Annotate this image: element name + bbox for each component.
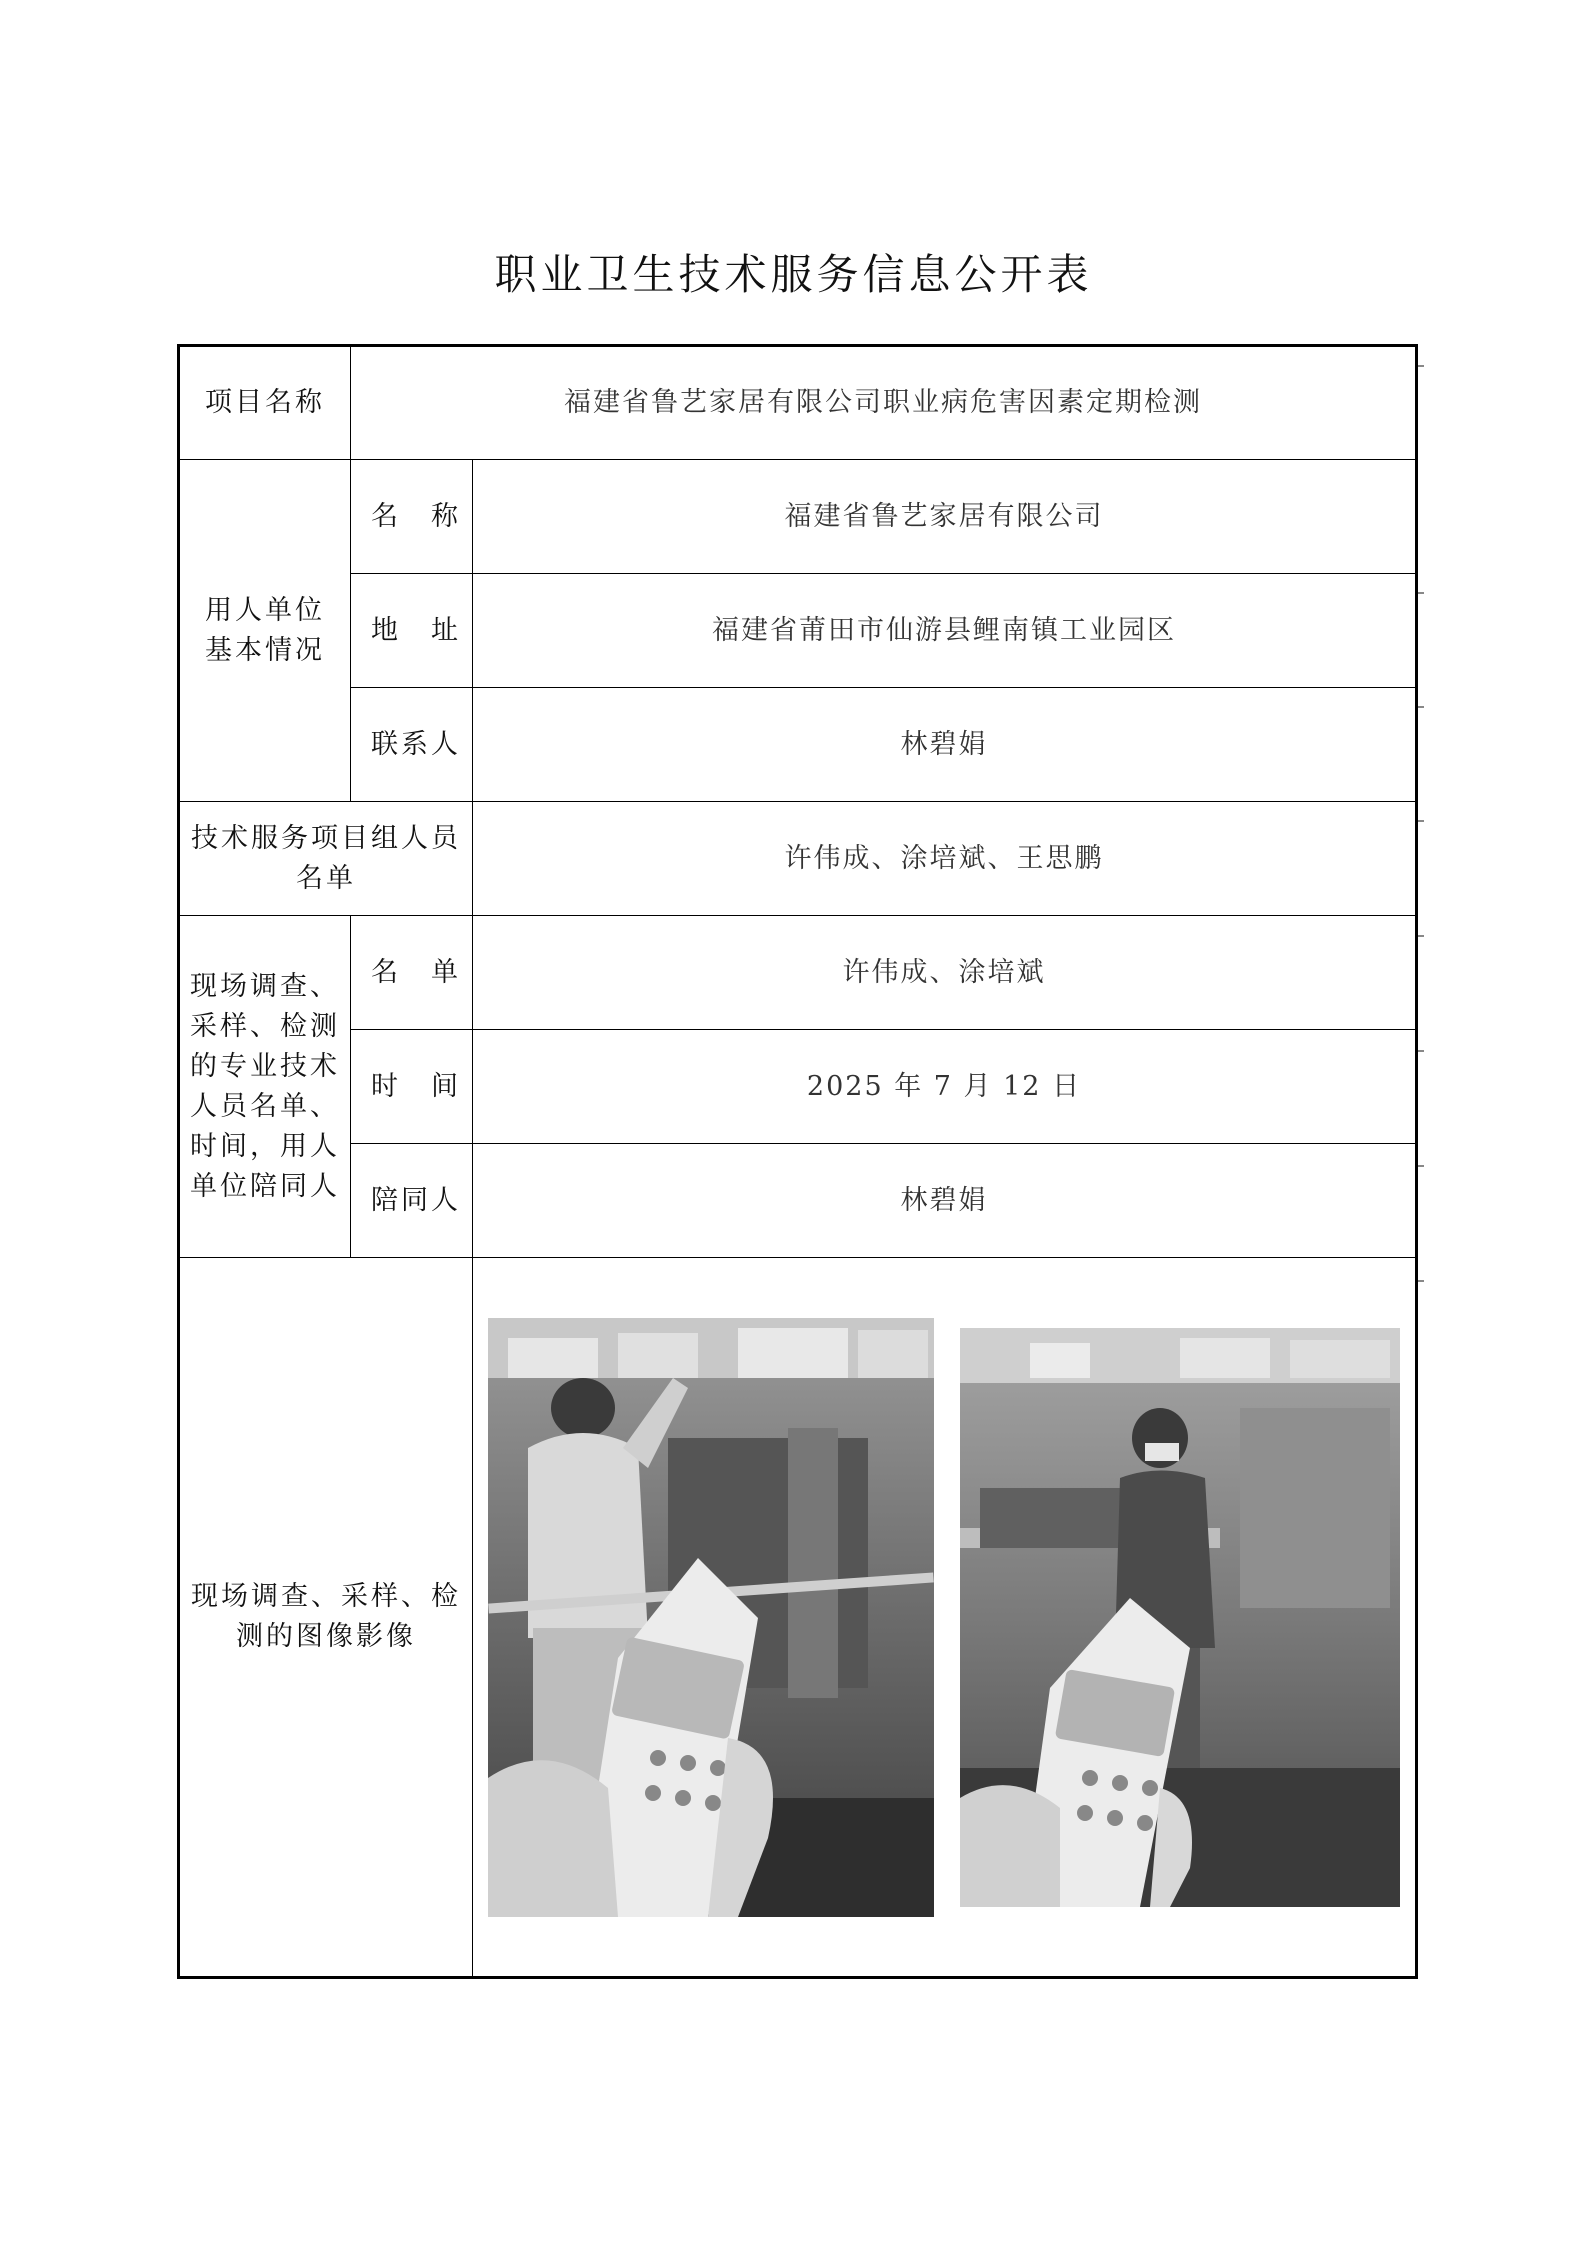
site-photo-left-image (488, 1318, 934, 1917)
employer-address-label: 地 址 (351, 574, 473, 688)
margin-mark (1418, 365, 1424, 367)
employer-name-label: 名 称 (351, 460, 473, 574)
site-photo-right (960, 1328, 1400, 1907)
info-table (177, 344, 1418, 1979)
site-photo-right-image (960, 1328, 1400, 1907)
field-label: 现场调查、 采样、检测 的专业技术 人员名单、 时间，用人 单位陪同人 (179, 916, 351, 1258)
employer-address-value: 福建省莆田市仙游县鲤南镇工业园区 (473, 574, 1417, 688)
project-name-label: 项目名称 (179, 346, 351, 460)
row-images (179, 1258, 1417, 1978)
field-time-value: 2025 年 7 月 12 日 (473, 1030, 1417, 1144)
field-escort-label: 陪同人 (351, 1144, 473, 1258)
field-list-label: 名 单 (351, 916, 473, 1030)
field-list-value: 许伟成、涂培斌 (473, 916, 1417, 1030)
images-cell (473, 1258, 1417, 1978)
margin-mark (1418, 706, 1424, 708)
team-value: 许伟成、涂培斌、王思鹏 (473, 802, 1417, 916)
margin-mark (1418, 1050, 1424, 1052)
team-label: 技术服务项目组人员 名单 (179, 802, 473, 916)
row-team (179, 802, 1417, 916)
row-project-name (179, 346, 1417, 460)
row-field-escort (179, 1144, 1417, 1258)
employer-label: 用人单位 基本情况 (179, 460, 351, 802)
employer-name-value: 福建省鲁艺家居有限公司 (473, 460, 1417, 574)
employer-contact-value: 林碧娟 (473, 688, 1417, 802)
field-time-label: 时 间 (351, 1030, 473, 1144)
row-employer-contact (179, 688, 1417, 802)
margin-mark (1418, 1165, 1424, 1167)
row-field-time (179, 1030, 1417, 1144)
margin-mark (1418, 1280, 1424, 1282)
photo-strip (473, 1318, 1415, 1917)
margin-mark (1418, 592, 1424, 594)
margin-mark (1418, 820, 1424, 822)
row-field-list (179, 916, 1417, 1030)
project-name-value: 福建省鲁艺家居有限公司职业病危害因素定期检测 (351, 346, 1417, 460)
images-label: 现场调查、采样、检 测的图像影像 (179, 1258, 473, 1978)
field-escort-value: 林碧娟 (473, 1144, 1417, 1258)
page-title: 职业卫生技术服务信息公开表 (494, 250, 1093, 299)
site-photo-left (488, 1318, 934, 1917)
employer-contact-label: 联系人 (351, 688, 473, 802)
row-employer-address (179, 574, 1417, 688)
margin-mark (1418, 935, 1424, 937)
row-employer-name (179, 460, 1417, 574)
